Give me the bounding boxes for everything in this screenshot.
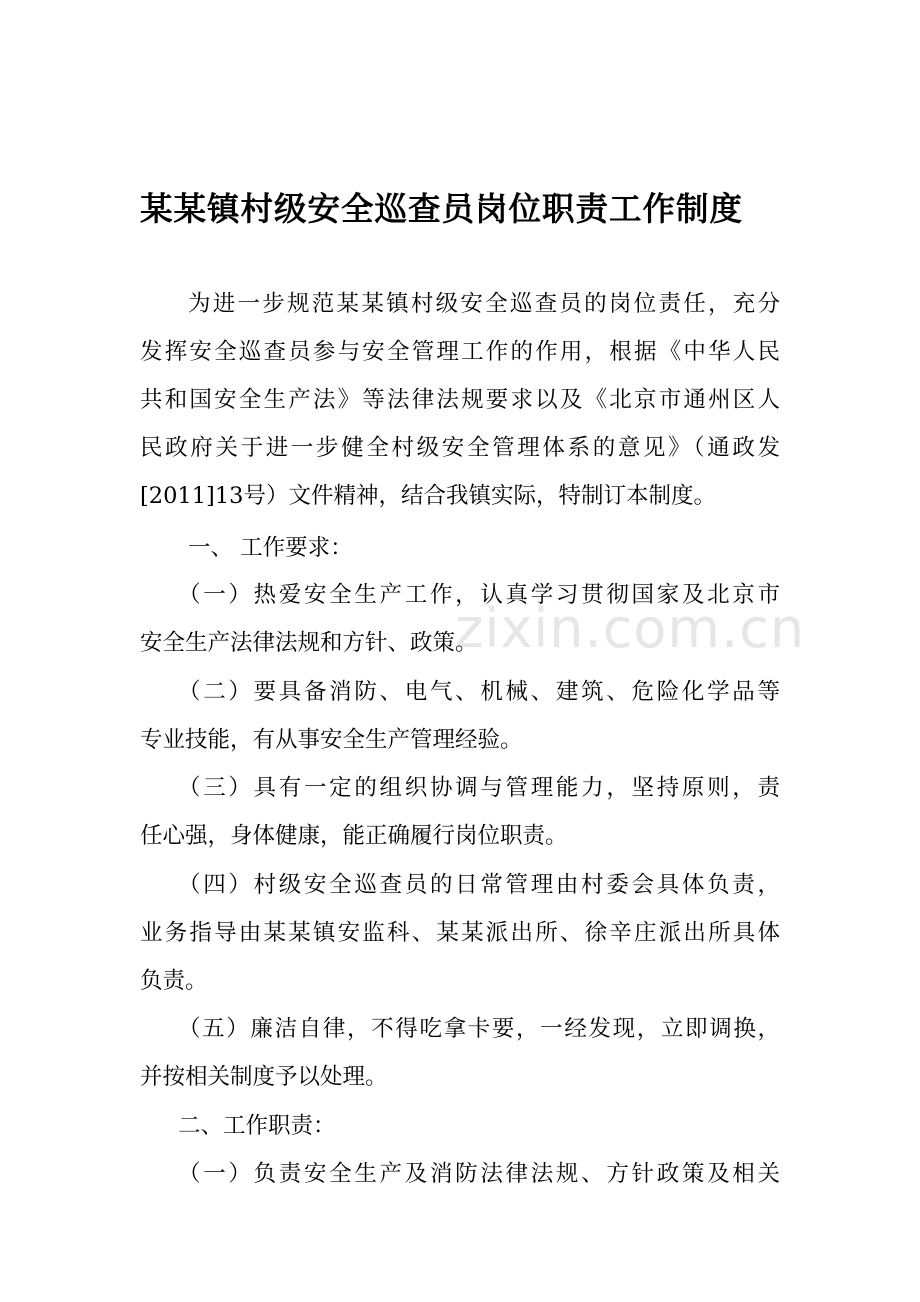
intro-line-3: 共和国安全生产法》等法律法规要求以及《北京市通州区人 — [140, 387, 780, 413]
section1-item1-line1: （一）热爱安全生产工作，认真学习贯彻国家及北京市 — [178, 582, 780, 608]
watermark: zixin.com.cn — [455, 597, 806, 660]
section1-item3-line1: （三）具有一定的组织协调与管理能力，坚持原则，责 — [178, 775, 780, 801]
document-title: 某某镇村级安全巡查员岗位职责工作制度 — [140, 190, 744, 228]
section1-item4-line3: 负责。 — [140, 968, 208, 994]
section1-item4-line2: 业务指导由某某镇安监科、某某派出所、徐辛庄派出所具体 — [140, 920, 780, 946]
intro-line-5: [2011]13号）文件精神，结合我镇实际，特制订本制度。 — [140, 483, 716, 509]
section1-item5-line1: （五）廉洁自律，不得吃拿卡要，一经发现，立即调换， — [178, 1016, 780, 1042]
section1-item1-line2: 安全生产法律法规和方针、政策。 — [140, 630, 478, 656]
section-heading-2: 二、工作职责： — [178, 1113, 336, 1139]
intro-line-4: 民政府关于进一步健全村级安全管理体系的意见》（通政发 — [140, 435, 780, 461]
section1-item4-line1: （四）村级安全巡查员的日常管理由村委会具体负责， — [178, 872, 780, 898]
section1-item3-line2: 任心强，身体健康，能正确履行岗位职责。 — [140, 823, 568, 849]
section1-item5-line2: 并按相关制度予以处理。 — [140, 1064, 388, 1090]
intro-line-2: 发挥安全巡查员参与安全管理工作的作用，根据《中华人民 — [140, 339, 780, 365]
section1-item2-line2: 专业技能，有从事安全生产管理经验。 — [140, 727, 523, 753]
section2-item1-line1: （一）负责安全生产及消防法律法规、方针政策及相关 — [178, 1161, 780, 1187]
section-heading-1: 一、 工作要求： — [188, 535, 353, 561]
section1-item2-line1: （二）要具备消防、电气、机械、建筑、危险化学品等 — [178, 679, 780, 705]
intro-line-1: 为进一步规范某某镇村级安全巡查员的岗位责任，充分 — [188, 291, 780, 317]
